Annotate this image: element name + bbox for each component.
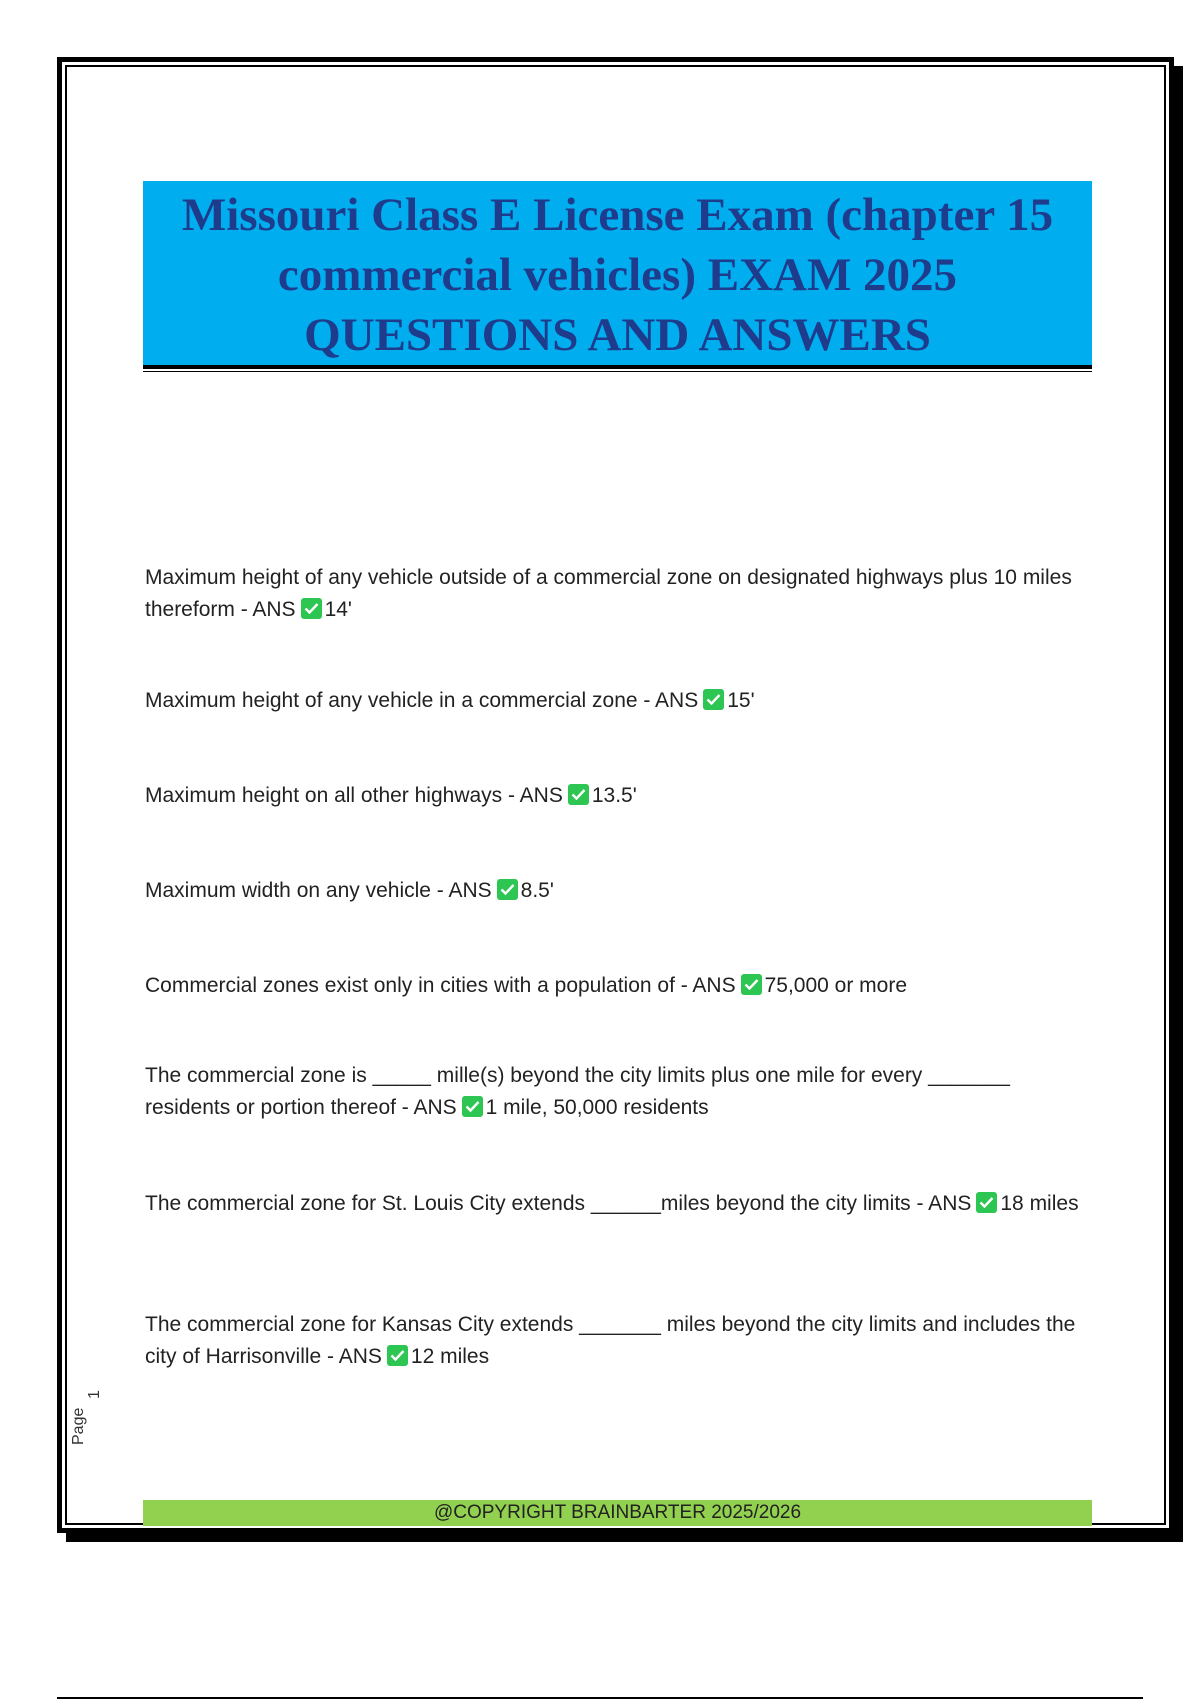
check-mark-icon xyxy=(301,598,322,619)
qa-list xyxy=(145,562,1095,1373)
check-mark-icon xyxy=(568,784,589,805)
page-number-label xyxy=(64,1385,103,1445)
answer-text: 14' xyxy=(324,598,352,621)
question-text: Maximum width on any vehicle - ANS xyxy=(145,879,492,902)
question-text: Maximum height of any vehicle outside of a commercial zone on designated highways plus 10 miles thereform - ANS xyxy=(145,566,1072,621)
question-text: The commercial zone for St. Louis City extends ______miles beyond the city limits - ANS xyxy=(145,1192,972,1215)
answer-text: 12 miles xyxy=(410,1345,490,1368)
answer-text: 1 mile, 50,000 residents xyxy=(485,1096,709,1119)
answer-text: 18 miles xyxy=(1000,1192,1079,1215)
answer-text: 75,000 or more xyxy=(764,974,908,997)
title-underline xyxy=(143,365,1092,369)
title-banner xyxy=(143,181,1092,365)
qa-item-3 xyxy=(145,780,1095,812)
question-text: Maximum height of any vehicle in a commercial zone - ANS xyxy=(145,689,699,712)
title-line-2: commercial vehicles) EXAM 2025 xyxy=(277,249,958,301)
check-mark-icon xyxy=(703,689,724,710)
qa-item-4 xyxy=(145,875,1095,907)
qa-item-2 xyxy=(145,685,1095,717)
title-line-1: Missouri Class E License Exam (chapter 15 xyxy=(181,189,1054,241)
qa-item-5 xyxy=(145,970,1095,1002)
question-text: Commercial zones exist only in cities with a population of - ANS xyxy=(145,974,736,997)
page-label: Page xyxy=(70,1407,87,1445)
title-line-3: QUESTIONS AND ANSWERS xyxy=(304,309,931,361)
qa-item-1 xyxy=(145,562,1095,626)
check-mark-icon xyxy=(497,879,518,900)
qa-item-6 xyxy=(145,1060,1095,1124)
check-mark-icon xyxy=(387,1345,408,1366)
question-text: The commercial zone is _____ mille(s) beyond the city limits plus one mile for every _______ residents or portion thereof - ANS xyxy=(145,1064,1010,1119)
title-underline-thin xyxy=(143,371,1092,372)
copyright-footer: @COPYRIGHT BRAINBARTER 2025/2026 xyxy=(143,1500,1092,1526)
page-number: 1 xyxy=(86,1390,103,1399)
answer-text: 8.5' xyxy=(520,879,554,902)
check-mark-icon xyxy=(462,1096,483,1117)
check-mark-icon xyxy=(741,974,762,995)
answer-text: 13.5' xyxy=(591,784,637,807)
bottom-divider xyxy=(57,1697,1143,1699)
qa-item-8 xyxy=(145,1309,1095,1373)
question-text: Maximum height on all other highways - ANS xyxy=(145,784,563,807)
qa-item-7 xyxy=(145,1188,1095,1252)
check-mark-icon xyxy=(976,1192,997,1213)
answer-text: 15' xyxy=(727,689,755,712)
question-text: The commercial zone for Kansas City extends _______ miles beyond the city limits and includes the city of Harrisonville - ANS xyxy=(145,1313,1076,1368)
